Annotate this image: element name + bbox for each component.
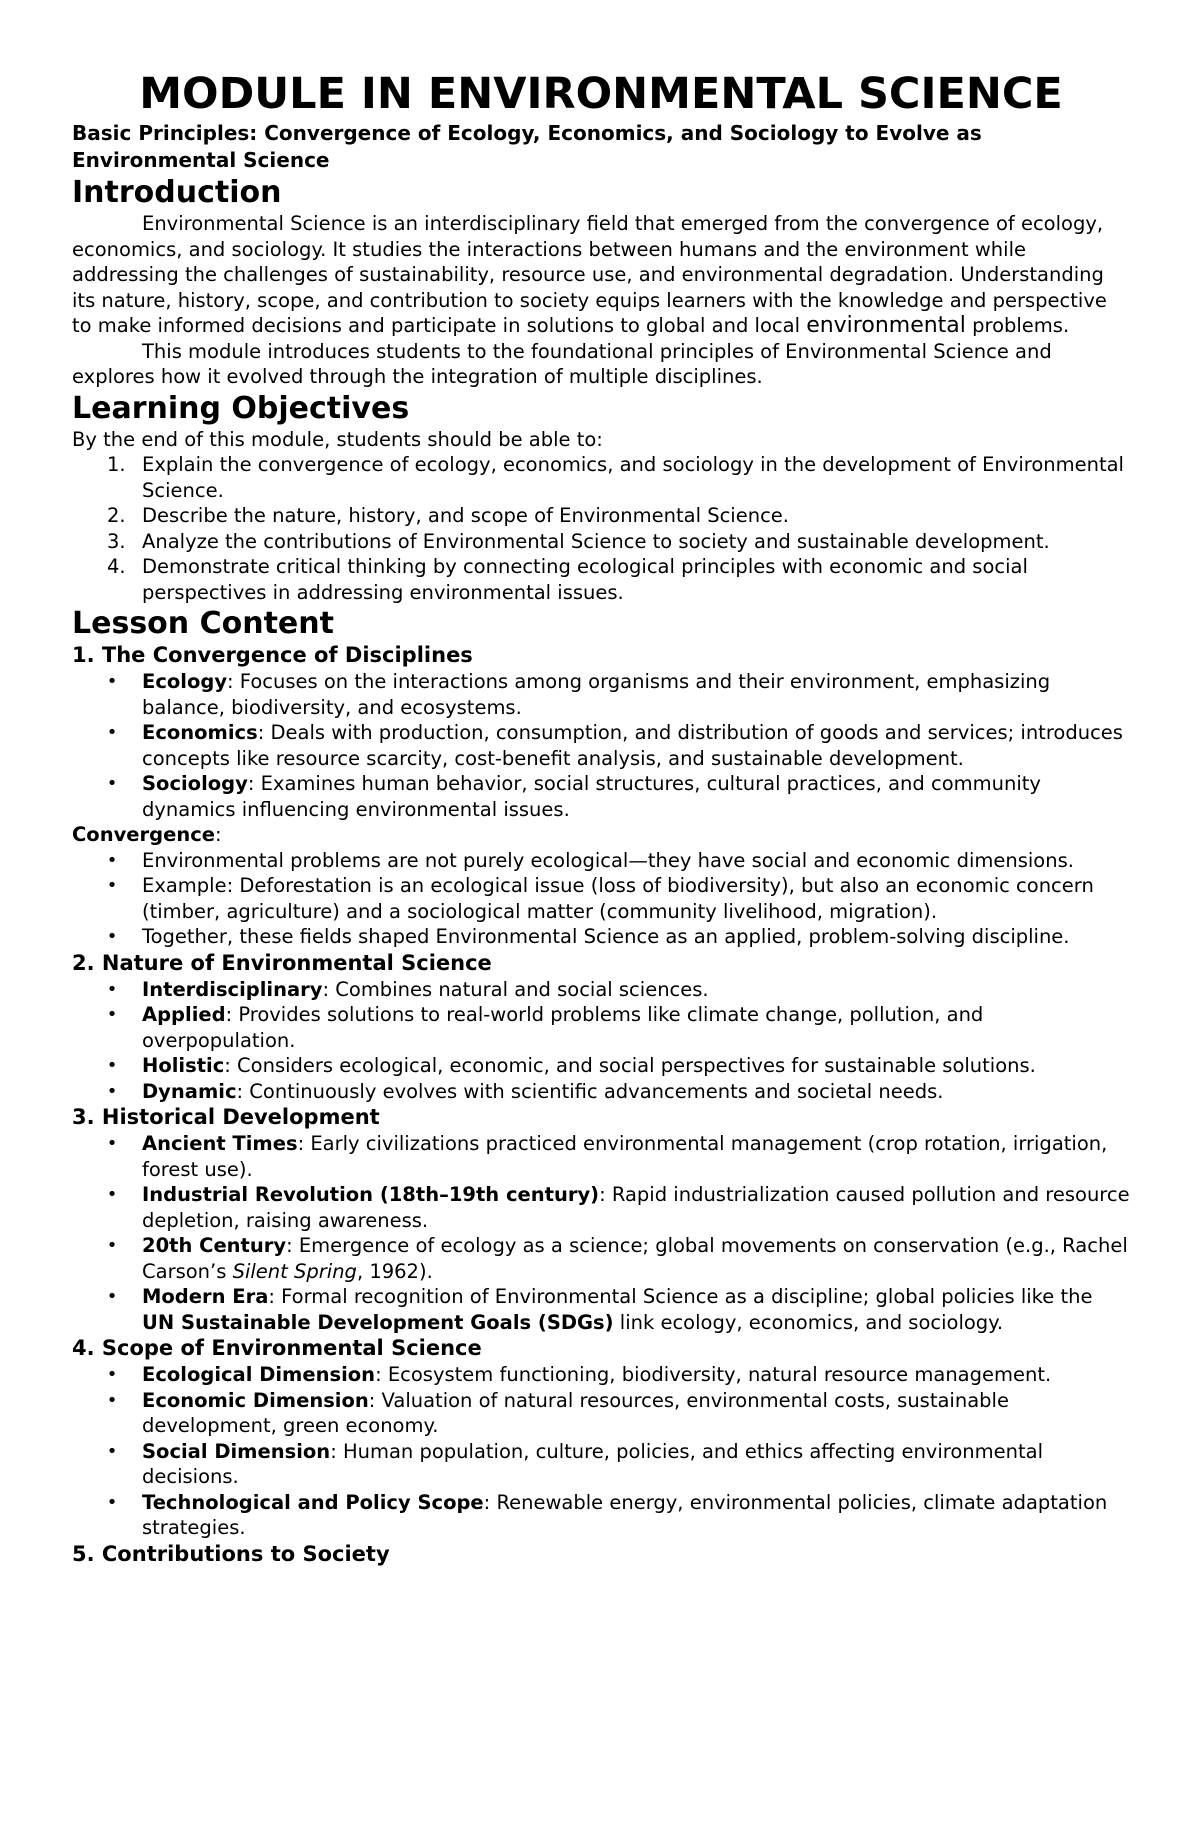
section-3-heading: 3. Historical Development	[72, 1105, 380, 1129]
objective-number: 1.	[107, 453, 126, 476]
objectives-list	[72, 452, 1130, 605]
objective-number: 2.	[107, 504, 126, 527]
intro-text-b: problems.	[965, 314, 1070, 337]
objective-text: Analyze the contributions of Environmental Science to society and sustainable development.	[142, 529, 1050, 553]
item-term: Dynamic	[142, 1079, 237, 1103]
intro-emphasis-word: environmental	[806, 313, 966, 338]
introduction-paragraph-1	[72, 211, 1130, 339]
bullet-icon: •	[106, 1133, 118, 1154]
bullet-icon: •	[106, 849, 118, 871]
bullet-icon: •	[106, 1184, 118, 1205]
item-term: Economic Dimension	[142, 1388, 369, 1412]
item-text: : Examines human behavior, social structures, cultural practices, and community dynamics influencing environmental issues.	[142, 772, 1041, 821]
list-item	[72, 1079, 1130, 1105]
bullet-icon: •	[106, 1364, 118, 1385]
list-item	[72, 1053, 1130, 1079]
sdgs-emphasis: UN Sustainable Development Goals (SDGs)	[142, 1310, 614, 1334]
item-text: Together, these fields shaped Environmental Science as an applied, problem-solving discipline.	[142, 925, 1070, 948]
item-text: Example: Deforestation is an ecological issue (loss of biodiversity), but also an economic concern (timber, agriculture) and a sociological matter (community livelihood, migration).	[142, 874, 1094, 923]
bullet-icon: •	[106, 1286, 118, 1307]
list-item	[72, 977, 1130, 1003]
list-item	[72, 873, 1130, 924]
learning-objectives-heading: Learning Objectives	[72, 390, 410, 426]
list-item	[72, 1002, 1130, 1053]
convergence-term: Convergence	[72, 823, 215, 846]
introduction-heading: Introduction	[72, 175, 282, 210]
list-item	[72, 720, 1130, 771]
objective-item	[72, 452, 1130, 503]
bullet-icon: •	[106, 1440, 118, 1462]
page-title: MODULE IN ENVIRONMENTAL SCIENCE	[139, 69, 1063, 119]
list-item	[72, 848, 1130, 874]
bullet-icon: •	[106, 1055, 118, 1076]
item-text: : Combines natural and social sciences.	[322, 977, 709, 1001]
item-text: : Deals with production, consumption, and distribution of goods and services; introduces concepts like resource scarcity, cost-benefit analysis, and sustainable development.	[142, 721, 1123, 770]
list-item	[72, 1362, 1130, 1388]
item-term: 20th Century	[142, 1234, 287, 1257]
list-item	[72, 924, 1130, 950]
list-item	[72, 1490, 1130, 1541]
item-text: , 1962).	[356, 1259, 433, 1283]
introduction-paragraph-2: This module introduces students to the foundational principles of Environmental Science and explores how it evolved through the integration of multiple disciplines.	[72, 339, 1052, 388]
item-term: Ancient Times	[142, 1132, 298, 1155]
list-item	[72, 1182, 1130, 1233]
item-text: : Considers ecological, economic, and social perspectives for sustainable solutions.	[224, 1054, 1036, 1077]
list-item	[72, 1284, 1130, 1335]
objective-text: Describe the nature, history, and scope of Environmental Science.	[142, 504, 789, 527]
item-term: Social Dimension	[142, 1439, 331, 1463]
item-term: Economics	[142, 721, 258, 744]
list-item	[72, 771, 1130, 822]
item-term: Sociology	[142, 772, 248, 795]
convergence-list	[72, 848, 1130, 950]
item-term: Ecological Dimension	[142, 1363, 376, 1386]
list-item	[72, 1233, 1130, 1284]
item-term: Interdisciplinary	[142, 977, 323, 1001]
bullet-icon: •	[106, 875, 118, 896]
nature-list	[72, 977, 1130, 1105]
item-text: : Ecosystem functioning, biodiversity, natural resource management.	[375, 1363, 1052, 1386]
bullet-icon: •	[106, 1235, 118, 1256]
bullet-icon: •	[106, 1004, 118, 1025]
objective-item	[72, 503, 1130, 529]
item-text: : Valuation of natural resources, environmental costs, sustainable development, green economy.	[142, 1388, 1009, 1437]
objective-text: Explain the convergence of ecology, economics, and sociology in the development of Environmental Science.	[142, 453, 1124, 502]
lesson-content-heading: Lesson Content	[72, 606, 334, 641]
objective-item	[72, 554, 1130, 605]
intro-text-a: Environmental Science is an interdisciplinary field that emerged from the convergence of ecology, economics, and sociology. It studies the interactions between humans and the environment while addressing the challenges of sustainability, resource use, and environmental degradation. Understanding its nature, history, scope, and contribution to society equips learners with the knowledge and perspective to make informed decisions and participate in solutions to global and local	[72, 212, 1107, 337]
list-item	[72, 1439, 1130, 1490]
item-text: : Provides solutions to real-world problems like climate change, pollution, and overpopulation.	[142, 1003, 984, 1052]
list-item	[72, 669, 1130, 720]
item-text: : Emergence of ecology as a science; global movements on conservation (e.g., Rachel Carson’s	[142, 1234, 1128, 1283]
scope-list	[72, 1362, 1130, 1541]
item-text: : Continuously evolves with scientific advancements and societal needs.	[236, 1079, 944, 1103]
history-list	[72, 1131, 1130, 1335]
bullet-icon: •	[106, 978, 118, 1000]
item-text: : Rapid industrialization caused pollution and resource depletion, raising awareness.	[142, 1183, 1130, 1232]
item-text: : Human population, culture, policies, and ethics affecting environmental decisions.	[142, 1439, 1044, 1488]
item-term: Applied	[142, 1003, 226, 1026]
item-term: Industrial Revolution (18th–19th century)	[142, 1183, 600, 1206]
objective-text: Demonstrate critical thinking by connecting ecological principles with economic and social perspectives in addressing environmental issues.	[142, 555, 1028, 604]
item-term: Ecology	[142, 670, 228, 693]
module-subtitle: Basic Principles: Convergence of Ecology, Economics, and Sociology to Evolve as Environmental Science	[72, 121, 982, 172]
item-text: : Renewable energy, environmental policies, climate adaptation strategies.	[142, 1490, 1108, 1539]
book-title: Silent Spring	[232, 1259, 357, 1283]
section-1-heading: 1. The Convergence of Disciplines	[72, 643, 473, 667]
item-text: Environmental problems are not purely ecological—they have social and economic dimensions.	[142, 848, 1074, 872]
bullet-icon: •	[106, 671, 118, 692]
item-term: Modern Era	[142, 1285, 269, 1308]
bullet-icon: •	[106, 1491, 118, 1513]
bullet-icon: •	[106, 926, 118, 947]
objective-number: 3.	[107, 529, 126, 553]
bullet-icon: •	[106, 1080, 118, 1102]
item-text: link ecology, economics, and sociology.	[613, 1310, 1004, 1334]
item-text: : Early civilizations practiced environmental management (crop rotation, irrigation, forest use).	[142, 1132, 1108, 1181]
section-4-heading: 4. Scope of Environmental Science	[72, 1336, 482, 1360]
list-item	[72, 1131, 1130, 1182]
bullet-icon: •	[106, 773, 118, 794]
item-text: : Focuses on the interactions among organisms and their environment, emphasizing balance, biodiversity, and ecosystems.	[142, 670, 1051, 719]
list-item	[72, 1388, 1130, 1439]
convergence-label	[72, 822, 1130, 848]
bullet-icon: •	[106, 722, 118, 743]
objective-item	[72, 529, 1130, 555]
objectives-lead: By the end of this module, students should be able to:	[72, 427, 603, 451]
bullet-icon: •	[106, 1389, 118, 1411]
disciplines-list	[72, 669, 1130, 822]
convergence-colon: :	[215, 823, 222, 846]
section-5-heading: 5. Contributions to Society	[72, 1541, 390, 1566]
item-text: : Formal recognition of Environmental Science as a discipline; global policies like the	[268, 1285, 1093, 1308]
objective-number: 4.	[107, 555, 126, 578]
item-term: Technological and Policy Scope	[142, 1490, 484, 1514]
item-term: Holistic	[142, 1054, 225, 1077]
section-2-heading: 2. Nature of Environmental Science	[72, 950, 492, 975]
